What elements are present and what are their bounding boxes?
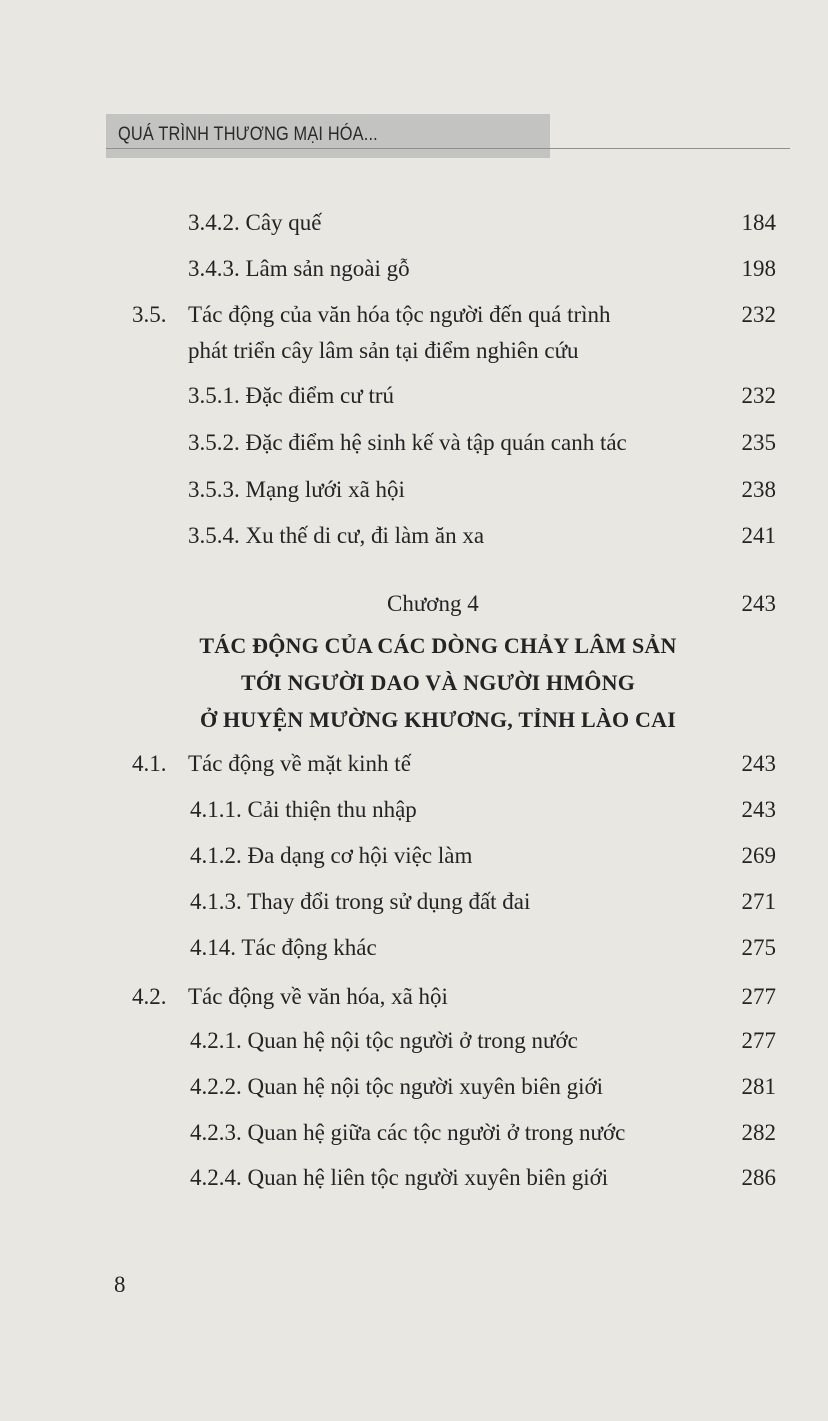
toc-entry-title: 4.14. Tác động khác xyxy=(190,935,377,960)
toc-entry-page: 198 xyxy=(741,256,776,281)
toc-entry-page: 286 xyxy=(741,1165,776,1190)
toc-entry-page: 184 xyxy=(741,210,776,235)
toc-entry-page: 281 xyxy=(741,1074,776,1099)
toc-entry-title: 3.5.4. Xu thế di cư, đi làm ăn xa xyxy=(188,523,485,548)
toc-entry-page: 238 xyxy=(741,477,776,502)
toc-entry-page: 243 xyxy=(741,751,776,776)
toc-entry-title: 3.5.1. Đặc điểm cư trú xyxy=(188,383,394,408)
chapter-title-line: TỚI NGƯỜI DAO VÀ NGƯỜI HMÔNG xyxy=(240,670,636,695)
chapter-label: Chương 4 xyxy=(387,591,479,616)
toc-entry-number: 3.5. xyxy=(132,302,167,327)
chapter-title-line: TÁC ĐỘNG CỦA CÁC DÒNG CHẢY LÂM SẢN xyxy=(199,633,677,658)
toc-entry-page: 243 xyxy=(741,797,776,822)
chapter-title-line: Ở HUYỆN MƯỜNG KHƯƠNG, TỈNH LÀO CAI xyxy=(200,707,676,732)
toc-entry-page: 277 xyxy=(741,1028,776,1053)
toc-entry-page: 269 xyxy=(741,843,776,868)
toc-entry-title: 3.4.3. Lâm sản ngoài gỗ xyxy=(188,256,410,281)
toc-entry-title: 4.2.2. Quan hệ nội tộc người xuyên biên giới xyxy=(190,1074,604,1099)
toc-entry-page: 271 xyxy=(741,889,776,914)
toc-entry-title: 3.4.2. Cây quế xyxy=(188,210,322,235)
toc-entry-page: 277 xyxy=(741,984,776,1009)
toc-entry-title: 4.1.2. Đa dạng cơ hội việc làm xyxy=(190,843,473,868)
toc-entry-number: 4.2. xyxy=(132,984,167,1009)
toc-entry-title: Tác động về văn hóa, xã hội xyxy=(188,984,448,1009)
toc-entry-title: Tác động về mặt kinh tế xyxy=(188,751,411,776)
toc-entry-title: 3.5.2. Đặc điểm hệ sinh kế và tập quán canh tác xyxy=(188,430,627,455)
running-header: QUÁ TRÌNH THƯƠNG MẠI HÓA... xyxy=(118,124,378,145)
toc-entry-title: 4.1.1. Cải thiện thu nhập xyxy=(190,797,417,822)
toc-entry-page: 282 xyxy=(741,1120,776,1145)
toc-entry-page: 235 xyxy=(741,430,776,455)
toc-entry-title-line2: phát triển cây lâm sản tại điểm nghiên cứu xyxy=(188,338,579,363)
toc-entry-page: 275 xyxy=(741,935,776,960)
toc-entry-title: Tác động của văn hóa tộc người đến quá trình xyxy=(188,302,611,327)
toc-entry-number: 4.1. xyxy=(132,751,167,776)
toc-entry-title: 4.2.1. Quan hệ nội tộc người ở trong nước xyxy=(190,1028,578,1053)
toc-entry-title: 4.1.3. Thay đổi trong sử dụng đất đai xyxy=(190,889,531,914)
page-number: 8 xyxy=(114,1272,126,1297)
chapter-page: 243 xyxy=(741,591,776,616)
toc-entry-title: 3.5.3. Mạng lưới xã hội xyxy=(188,477,405,502)
toc-entry-title: 4.2.4. Quan hệ liên tộc người xuyên biên giới xyxy=(190,1165,609,1190)
toc-entry-page: 232 xyxy=(741,383,776,408)
toc-entry-page: 241 xyxy=(741,523,776,548)
toc-entry-title: 4.2.3. Quan hệ giữa các tộc người ở trong nước xyxy=(190,1120,626,1145)
toc-entry-page: 232 xyxy=(741,302,776,327)
